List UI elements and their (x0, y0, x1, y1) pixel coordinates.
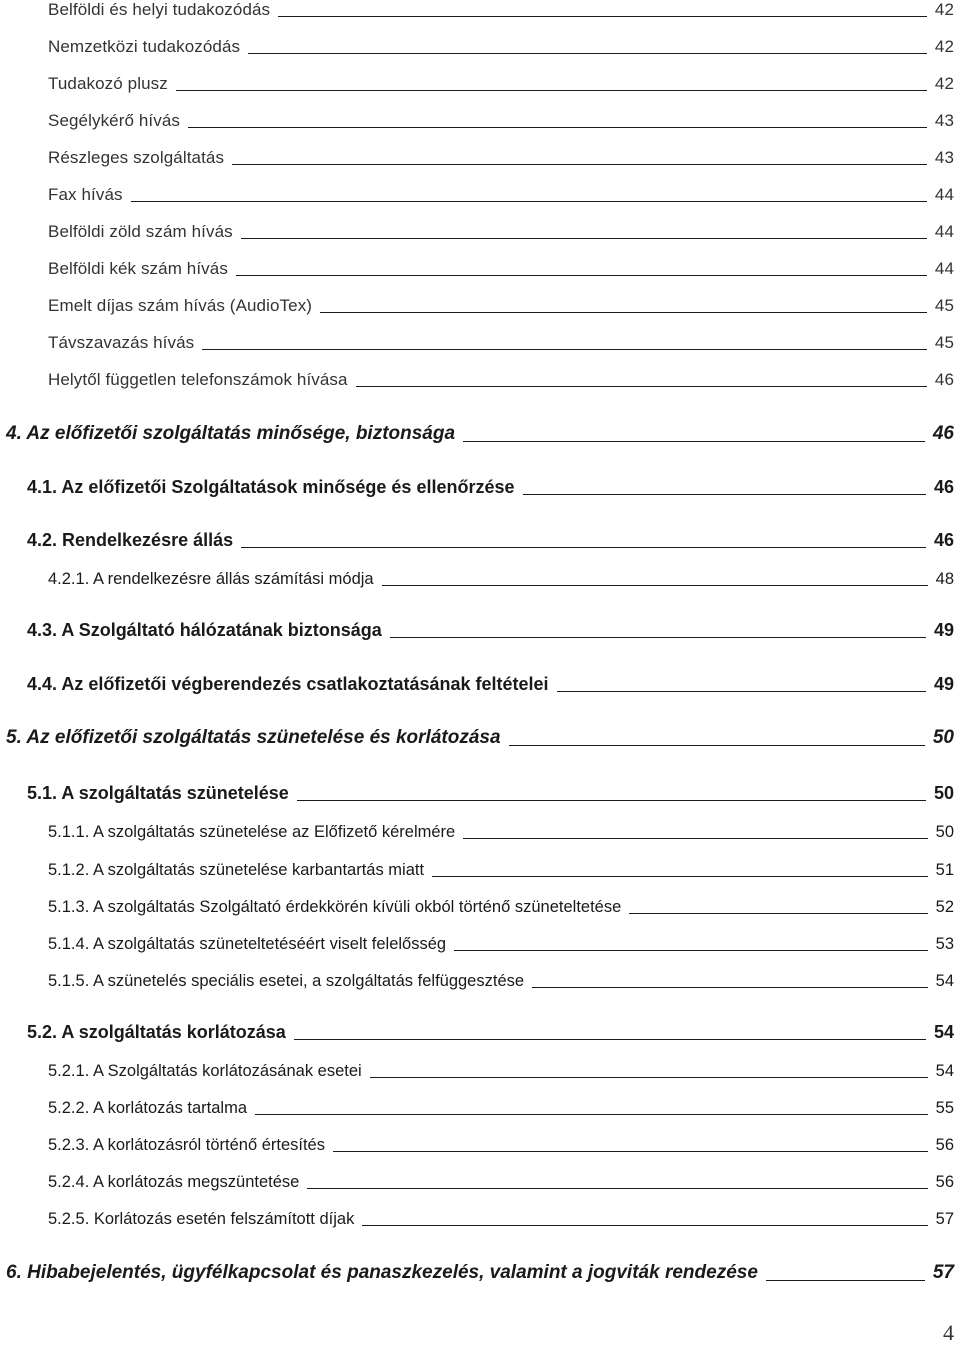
toc-entry-title: Emelt díjas szám hívás (AudioTex) (48, 296, 313, 315)
toc-leader-line (131, 201, 927, 202)
toc-entry-title: Segélykérő hívás (48, 111, 181, 130)
toc-entry-title: 4.2. Rendelkezésre állás (27, 530, 234, 550)
toc-leader-line (297, 800, 926, 801)
toc-entry[interactable] (48, 0, 954, 20)
toc-entry-page: 44 (934, 185, 954, 204)
toc-leader-line (236, 275, 927, 276)
toc-entry[interactable] (48, 222, 954, 242)
toc-leader-line (294, 1039, 926, 1040)
toc-entry-title: Távszavazás hívás (48, 333, 195, 352)
toc-entry-page: 51 (935, 861, 954, 879)
toc-entry-page: 54 (935, 972, 954, 990)
toc-entry-title: 4.1. Az előfizetői Szolgáltatások minősége és ellenőrzése (27, 477, 515, 497)
toc-entry[interactable] (48, 74, 954, 94)
toc-section-entry[interactable] (27, 674, 954, 695)
toc-entry-page: 49 (933, 674, 954, 694)
toc-leader-line (320, 312, 927, 313)
toc-entry-page: 50 (933, 783, 954, 803)
toc-leader-line (188, 127, 927, 128)
toc-entry-title: 5. Az előfizetői szolgáltatás szünetelése és korlátozása (6, 727, 501, 748)
toc-entry-page: 55 (935, 1099, 954, 1117)
toc-leader-line (454, 950, 928, 951)
toc-entry-page: 49 (933, 620, 954, 640)
toc-subsection-entry[interactable] (48, 1173, 954, 1192)
toc-entry-page: 54 (935, 1062, 954, 1080)
toc-leader-line (202, 349, 927, 350)
toc-entry-page: 46 (933, 530, 954, 550)
toc-leader-line (463, 838, 927, 839)
toc-entry-title: 5.2. A szolgáltatás korlátozása (27, 1022, 286, 1042)
toc-entry-page: 56 (935, 1136, 954, 1154)
toc-leader-line (766, 1280, 925, 1281)
toc-entry-page: 56 (935, 1173, 954, 1191)
toc-entry-title: 4. Az előfizetői szolgáltatás minősége, biztonsága (6, 423, 456, 444)
toc-subsection-entry[interactable] (48, 570, 954, 589)
toc-entry[interactable] (48, 111, 954, 131)
toc-entry-title: Helytől független telefonszámok hívása (48, 370, 348, 389)
toc-entry-title: Belföldi kék szám hívás (48, 259, 228, 278)
toc-entry-page: 54 (933, 1022, 954, 1042)
toc-leader-line (278, 16, 927, 17)
toc-entry-title: Nemzetközi tudakozódás (48, 37, 241, 56)
toc-section-entry[interactable] (27, 1022, 954, 1043)
toc-leader-line (176, 90, 927, 91)
toc-subsection-entry[interactable] (48, 898, 954, 917)
toc-entry-title: 5.1.4. A szolgáltatás szüneteltetéséért viselt felelősség (48, 935, 447, 953)
toc-entry-page: 48 (935, 570, 954, 588)
toc-entry-title: 5.2.3. A korlátozásról történő értesítés (48, 1136, 325, 1154)
toc-entry-page: 45 (934, 296, 954, 315)
toc-chapter-entry[interactable] (6, 423, 954, 445)
toc-entry-page: 50 (935, 823, 954, 841)
toc-leader-line (255, 1114, 928, 1115)
toc-subsection-entry[interactable] (48, 823, 954, 842)
toc-entry-title: 5.1.3. A szolgáltatás Szolgáltató érdekkörén kívüli okból történő szüneteltetése (48, 898, 622, 916)
toc-entry-page: 43 (934, 111, 954, 130)
toc-entry-title: 5.1.2. A szolgáltatás szünetelése karbantartás miatt (48, 861, 425, 879)
toc-entry-title: 4.2.1. A rendelkezésre állás számítási módja (48, 570, 374, 588)
toc-entry[interactable] (48, 259, 954, 279)
toc-entry-page: 46 (932, 423, 954, 444)
toc-entry-title: 4.4. Az előfizetői végberendezés csatlakoztatásának feltételei (27, 674, 549, 694)
toc-subsection-entry[interactable] (48, 1062, 954, 1081)
toc-entry-page: 45 (934, 333, 954, 352)
toc-entry-page: 42 (934, 37, 954, 56)
toc-subsection-entry[interactable] (48, 1210, 954, 1229)
toc-section-entry[interactable] (27, 530, 954, 551)
toc-entry-title: Belföldi zöld szám hívás (48, 222, 233, 241)
toc-entry-title: 6. Hibabejelentés, ügyfélkapcsolat és panaszkezelés, valamint a jogviták rendezése (6, 1262, 758, 1283)
toc-entry-title: Részleges szolgáltatás (48, 148, 225, 167)
toc-entry-page: 53 (935, 935, 954, 953)
toc-entry[interactable] (48, 37, 954, 57)
toc-leader-line (523, 494, 926, 495)
toc-chapter-entry[interactable] (6, 727, 954, 749)
toc-leader-line (248, 53, 927, 54)
toc-entry-page: 43 (934, 148, 954, 167)
toc-leader-line (241, 238, 927, 239)
toc-entry-title: 5.1.5. A szünetelés speciális esetei, a szolgáltatás felfüggesztése (48, 972, 525, 990)
toc-leader-line (333, 1151, 928, 1152)
toc-leader-line (509, 745, 925, 746)
toc-subsection-entry[interactable] (48, 972, 954, 991)
toc-entry[interactable] (48, 185, 954, 205)
toc-leader-line (557, 691, 926, 692)
toc-entry-title: 5.1.1. A szolgáltatás szünetelése az Előfizető kérelmére (48, 823, 456, 841)
toc-subsection-entry[interactable] (48, 935, 954, 954)
toc-entry[interactable] (48, 370, 954, 390)
toc-entry-title: 5.2.1. A Szolgáltatás korlátozásának esetei (48, 1062, 362, 1080)
toc-leader-line (532, 987, 928, 988)
toc-entry-page: 44 (934, 259, 954, 278)
toc-entry-page: 46 (933, 477, 954, 497)
toc-entry-title: 5.2.4. A korlátozás megszüntetése (48, 1173, 300, 1191)
toc-leader-line (382, 585, 928, 586)
toc-leader-line (370, 1077, 928, 1078)
toc-entry-title: Fax hívás (48, 185, 123, 204)
toc-entry-page: 42 (934, 0, 954, 19)
toc-entry-title: 4.3. A Szolgáltató hálózatának biztonsága (27, 620, 382, 640)
toc-section-entry[interactable] (27, 477, 954, 498)
toc-subsection-entry[interactable] (48, 861, 954, 880)
toc-entry[interactable] (48, 296, 954, 316)
toc-section-entry[interactable] (27, 620, 954, 641)
toc-section-entry[interactable] (27, 783, 954, 804)
toc-leader-line (362, 1225, 927, 1226)
toc-leader-line (463, 441, 925, 442)
toc-entry-page: 46 (934, 370, 954, 389)
toc-entry-page: 44 (934, 222, 954, 241)
toc-leader-line (356, 386, 927, 387)
toc-entry-title: 5.2.5. Korlátozás esetén felszámított díjak (48, 1210, 355, 1228)
toc-leader-line (232, 164, 927, 165)
toc-leader-line (629, 913, 927, 914)
toc-chapter-entry[interactable] (6, 1262, 954, 1284)
toc-entry-title: 5.2.2. A korlátozás tartalma (48, 1099, 248, 1117)
toc-leader-line (390, 637, 926, 638)
toc-leader-line (307, 1188, 927, 1189)
toc-entry[interactable] (48, 148, 954, 168)
toc-subsection-entry[interactable] (48, 1099, 954, 1118)
toc-entry[interactable] (48, 333, 954, 353)
toc-entry-title: 5.1. A szolgáltatás szünetelése (27, 783, 289, 803)
page-number: 4 (943, 1320, 954, 1345)
toc-entry-page: 57 (932, 1262, 954, 1283)
toc-entry-page: 42 (934, 74, 954, 93)
toc-entry-page: 52 (935, 898, 954, 916)
toc-subsection-entry[interactable] (48, 1136, 954, 1155)
toc-entry-page: 57 (935, 1210, 954, 1228)
toc-entry-title: Tudakozó plusz (48, 74, 168, 93)
toc-leader-line (241, 547, 926, 548)
toc-entry-title: Belföldi és helyi tudakozódás (48, 0, 271, 19)
toc-entry-page: 50 (932, 727, 954, 748)
toc-leader-line (432, 876, 928, 877)
